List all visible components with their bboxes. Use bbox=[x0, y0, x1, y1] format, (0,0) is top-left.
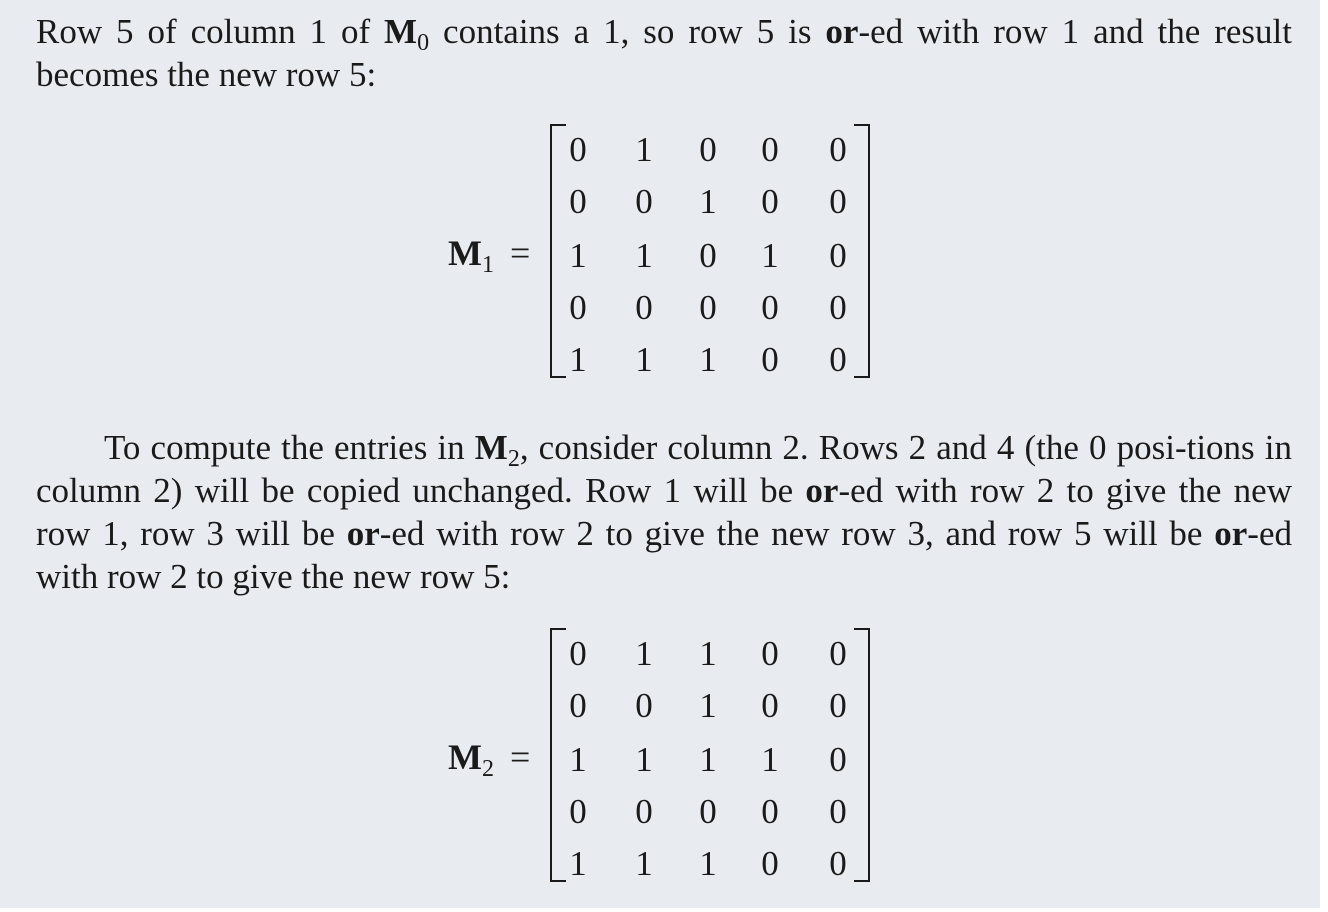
matrix1-cell-r4-c3: 0 bbox=[699, 288, 717, 327]
matrix2-cell-r3-c1: 1 bbox=[569, 740, 587, 779]
p2-matrix-symbol: M bbox=[474, 428, 508, 467]
matrix1-label-subscript: 1 bbox=[481, 252, 494, 278]
matrix1-cell-r4-c5: 0 bbox=[829, 288, 847, 327]
p2-text-3: -ed with row 2 to give the new row 1, row 3 will be bbox=[36, 471, 1292, 553]
matrix1-cell-r3-c1: 1 bbox=[569, 236, 587, 275]
matrix2-cell-r2-c1: 0 bbox=[569, 686, 587, 725]
matrix2-cell-r3-c4: 1 bbox=[761, 740, 779, 779]
matrix2-cell-r5-c1: 1 bbox=[569, 844, 587, 883]
matrix2 bbox=[550, 628, 870, 884]
matrix2-cell-r2-c4: 0 bbox=[761, 686, 779, 725]
matrix2-cell-r3-c5: 0 bbox=[829, 740, 847, 779]
matrix1-cell-r2-c2: 0 bbox=[635, 182, 653, 221]
matrix1-cell-r1-c3: 0 bbox=[699, 130, 717, 169]
p2-text-1: To compute the entries in bbox=[104, 428, 475, 467]
matrix1-cell-r2-c1: 0 bbox=[569, 182, 587, 221]
matrix2-cell-r2-c3: 1 bbox=[699, 686, 717, 725]
matrix1-cell-r2-c3: 1 bbox=[699, 182, 717, 221]
p1-matrix-symbol: M bbox=[384, 12, 418, 51]
matrix2-cell-r5-c2: 1 bbox=[635, 844, 653, 883]
matrix2-cell-r3-c2: 1 bbox=[635, 740, 653, 779]
matrix1-cell-r5-c4: 0 bbox=[761, 340, 779, 379]
matrix1-equals: = bbox=[510, 233, 531, 273]
matrix1-cell-r5-c5: 0 bbox=[829, 340, 847, 379]
matrix2-cell-r2-c2: 0 bbox=[635, 686, 653, 725]
matrix2-cell-r2-c5: 0 bbox=[829, 686, 847, 725]
p1-or-keyword: or bbox=[825, 12, 859, 51]
matrix1-cell-r5-c1: 1 bbox=[569, 340, 587, 379]
p2-or-keyword-2: or bbox=[346, 514, 380, 553]
matrix2-cell-r4-c3: 0 bbox=[699, 792, 717, 831]
matrix1-cell-r4-c1: 0 bbox=[569, 288, 587, 327]
matrix1-cell-r3-c2: 1 bbox=[635, 236, 653, 275]
matrix2-cell-r5-c4: 0 bbox=[761, 844, 779, 883]
matrix2-cell-r5-c3: 1 bbox=[699, 844, 717, 883]
matrix1-label-symbol: M bbox=[448, 233, 482, 273]
matrix2-label-symbol: M bbox=[448, 737, 482, 777]
p1-text-3: -ed with row 1 and the result becomes the new row 5: bbox=[36, 12, 1292, 94]
paragraph-1 bbox=[36, 10, 1292, 96]
paragraph-2 bbox=[36, 426, 1292, 598]
matrix2-cell-r4-c2: 0 bbox=[635, 792, 653, 831]
matrix2-cell-r1-c5: 0 bbox=[829, 634, 847, 673]
matrix2-cell-r5-c5: 0 bbox=[829, 844, 847, 883]
matrix1-cell-r1-c4: 0 bbox=[761, 130, 779, 169]
matrix2-cell-r1-c1: 0 bbox=[569, 634, 587, 673]
p1-matrix-subscript: 0 bbox=[417, 30, 430, 56]
p2-or-keyword-1: or bbox=[805, 471, 839, 510]
matrix1-cell-r3-c3: 0 bbox=[699, 236, 717, 275]
matrix1-cell-r3-c5: 0 bbox=[829, 236, 847, 275]
p2-matrix-subscript: 2 bbox=[507, 446, 520, 472]
matrix1 bbox=[550, 124, 870, 380]
p2-text-5: -ed with row 2 to give the new row 5: bbox=[36, 514, 1292, 596]
matrix1-cell-r4-c4: 0 bbox=[761, 288, 779, 327]
matrix2-cell-r3-c3: 1 bbox=[699, 740, 717, 779]
matrix1-cell-r2-c4: 0 bbox=[761, 182, 779, 221]
matrix2-label-subscript: 2 bbox=[481, 756, 494, 782]
matrix1-cell-r1-c5: 0 bbox=[829, 130, 847, 169]
matrix2-cell-r4-c4: 0 bbox=[761, 792, 779, 831]
matrix2-cell-r4-c1: 0 bbox=[569, 792, 587, 831]
matrix2-cell-r1-c2: 1 bbox=[635, 634, 653, 673]
p1-text-1: Row 5 of column 1 of bbox=[36, 12, 385, 51]
matrix1-cell-r4-c2: 0 bbox=[635, 288, 653, 327]
matrix1-cell-r3-c4: 1 bbox=[761, 236, 779, 275]
matrix1-cell-r5-c2: 1 bbox=[635, 340, 653, 379]
p2-or-keyword-3: or bbox=[1214, 514, 1248, 553]
matrix1-label bbox=[448, 232, 494, 278]
p2-text-4: -ed with row 2 to give the new row 3, and row 5 will be bbox=[379, 514, 1215, 553]
matrix2-cell-r4-c5: 0 bbox=[829, 792, 847, 831]
matrix2-cell-r1-c4: 0 bbox=[761, 634, 779, 673]
matrix2-equals: = bbox=[510, 737, 531, 777]
matrix1-cell-r2-c5: 0 bbox=[829, 182, 847, 221]
matrix2-cell-r1-c3: 1 bbox=[699, 634, 717, 673]
matrix1-cell-r1-c1: 0 bbox=[569, 130, 587, 169]
p2-text-2: , consider column 2. Rows 2 and 4 (the 0 posi-tions in column 2) will be copied unchanged. Row 1 will be bbox=[36, 428, 1292, 510]
p1-text-2: contains a 1, so row 5 is bbox=[429, 12, 826, 51]
matrix1-cell-r1-c2: 1 bbox=[635, 130, 653, 169]
matrix1-cell-r5-c3: 1 bbox=[699, 340, 717, 379]
matrix2-label bbox=[448, 736, 494, 782]
